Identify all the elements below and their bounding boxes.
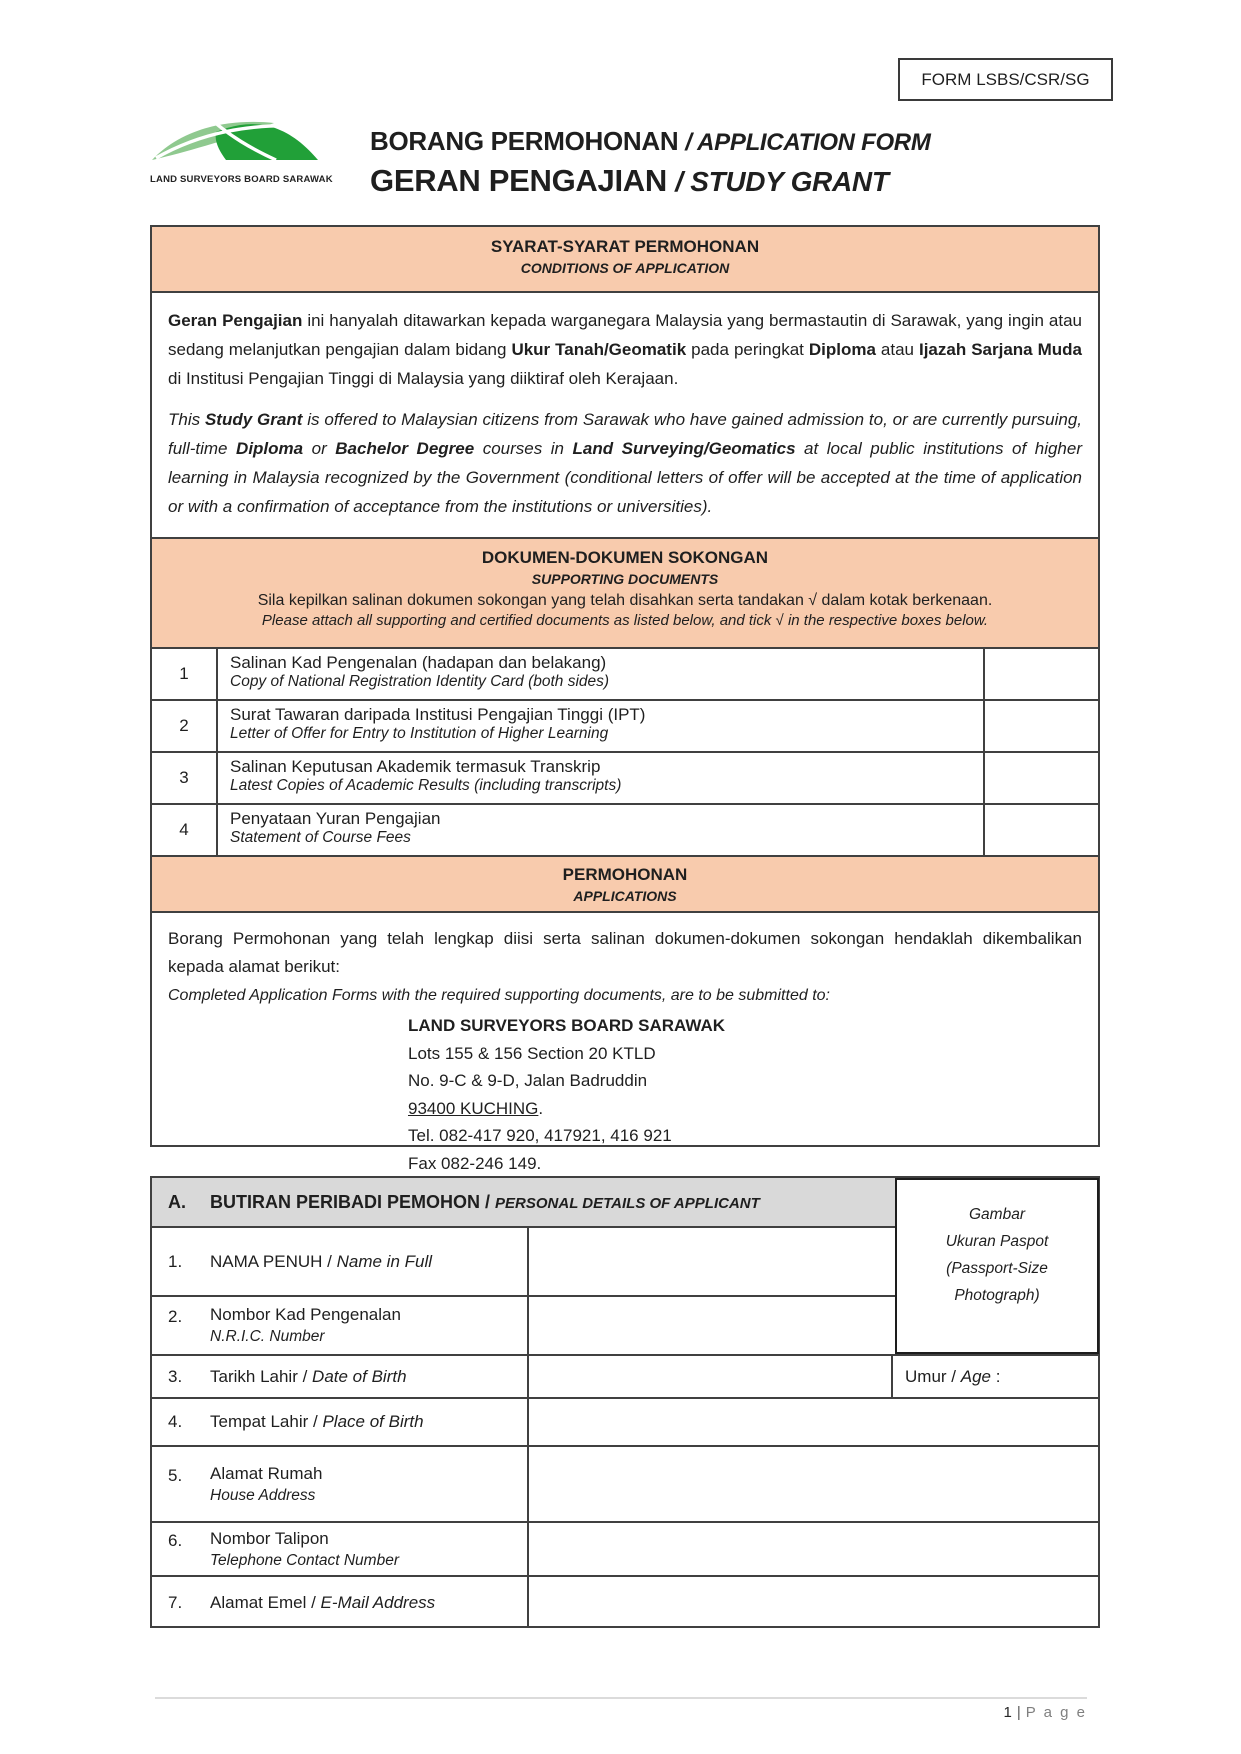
page-number (400, 1704, 1087, 1721)
document-desc-en: Latest Copies of Academic Results (including transcripts) (230, 777, 622, 794)
conditions-section-header (152, 227, 1098, 291)
document-number: 4 (179, 820, 189, 839)
dob-input[interactable] (527, 1356, 891, 1397)
address-line2: No. 9-C & 9-D, Jalan Badruddin (408, 1071, 648, 1090)
page-word: P a g e (1025, 1704, 1087, 1721)
form-code-badge (898, 58, 1113, 101)
field-number: 3. (168, 1366, 183, 1386)
lsbs-logo (150, 114, 333, 185)
photo-box-line1: Gambar (969, 1206, 1025, 1223)
field-label-text: NAMA PENUH / Name in Full (210, 1251, 433, 1271)
field-label-subtext: N.R.I.C. Number (210, 1328, 325, 1345)
document-row-1 (152, 647, 1098, 699)
field-row-house-address (152, 1445, 1098, 1521)
age-label: Umur / Age : (905, 1366, 1001, 1386)
applications-header-my: PERMOHONAN (562, 865, 688, 884)
document-number: 2 (179, 716, 189, 735)
document-desc-my: Surat Tawaran daripada Institusi Pengajian Tinggi (IPT) (230, 705, 646, 724)
document-description (216, 649, 983, 699)
submission-paragraph-en: Completed Application Forms with the required supporting documents, are to be submitted to: (168, 987, 830, 1004)
lsbs-logo-icon (150, 114, 322, 166)
document-desc-en: Copy of National Registration Identity Card (both sides) (230, 673, 610, 690)
photo-box-line2: Ukuran Paspot (945, 1233, 1049, 1250)
field-label-text: Tarikh Lahir / Date of Birth (210, 1366, 407, 1386)
page-title-line1 (370, 126, 931, 157)
documents-section-header (152, 537, 1098, 647)
address-city (408, 1095, 1082, 1123)
field-label-text: Tempat Lahir / Place of Birth (210, 1412, 424, 1431)
documents-note-en: Please attach all supporting and certified documents as listed below, and tick √ in the respective boxes below. (261, 612, 989, 629)
conditions-paragraph-my: Geran Pengajian ini hanyalah ditawarkan kepada warganegara Malaysia yang bermastautin di Sarawak, yang ingin atau sedang melanjutkan pengajian dalam bidang Ukur Tanah/Geomatik pada peringkat Diploma atau Ijazah Sarjana Muda di Institusi Pengajian Tinggi di Malaysia yang diiktiraf oleh Kerajaan. (168, 311, 1082, 388)
document-description (216, 753, 983, 803)
conditions-header-my: SYARAT-SYARAT PERMOHONAN (490, 237, 760, 256)
photo-box-line4: Photograph) (954, 1287, 1040, 1304)
title-my-1: BORANG PERMOHONAN (370, 126, 686, 156)
age-input-cell[interactable] (891, 1356, 1098, 1397)
applications-header-en: APPLICATIONS (573, 888, 677, 904)
address-city-suffix: . (538, 1098, 544, 1118)
field-label-subtext: House Address (210, 1486, 316, 1504)
email-input[interactable] (527, 1577, 1098, 1628)
house-address-input[interactable] (527, 1447, 1098, 1521)
title-my-2: GERAN PENGAJIAN (370, 163, 676, 198)
field-label-text: Alamat Rumah (210, 1463, 323, 1483)
field-number: 5. (168, 1465, 183, 1485)
field-label (152, 1356, 527, 1397)
field-label (152, 1228, 527, 1295)
page-number-separator: | (1016, 1704, 1023, 1721)
field-label (152, 1577, 527, 1628)
document-description (216, 805, 983, 855)
field-label-text: Nombor Talipon (210, 1528, 329, 1548)
applications-body (152, 911, 1098, 1173)
applications-section-header (152, 855, 1098, 911)
field-number: 2. (168, 1307, 183, 1326)
field-number: 1. (168, 1251, 183, 1271)
tick-box-course-fees[interactable] (983, 805, 1098, 855)
address-city-underlined: 93400 KUCHING (408, 1098, 539, 1118)
document-desc-en: Letter of Offer for Entry to Institution of Higher Learning (230, 725, 609, 742)
pob-input[interactable] (527, 1399, 1098, 1445)
document-desc-en: Statement of Course Fees (230, 829, 411, 846)
field-label (152, 1399, 527, 1445)
address-line1: Lots 155 & 156 Section 20 KTLD (408, 1043, 656, 1063)
section-a-title: BUTIRAN PERIBADI PEMOHON / PERSONAL DETAILS OF APPLICANT (210, 1191, 760, 1212)
title-en-2: / STUDY GRANT (675, 166, 889, 197)
field-row-telephone (152, 1521, 1098, 1575)
tick-box-academic-results[interactable] (983, 753, 1098, 803)
page-title (370, 126, 931, 199)
document-desc-my: Penyataan Yuran Pengajian (230, 809, 441, 828)
title-en-1: / APPLICATION FORM (685, 129, 931, 156)
conditions-table (150, 225, 1100, 1173)
address-name: LAND SURVEYORS BOARD SARAWAK (408, 1016, 726, 1035)
page-title-line2 (370, 163, 931, 199)
field-number: 6. (168, 1530, 183, 1550)
passport-photo-box[interactable] (895, 1178, 1099, 1354)
field-label (152, 1447, 527, 1521)
section-a-letter: A. (168, 1191, 186, 1212)
field-number: 7. (168, 1592, 183, 1612)
document-row-3 (152, 751, 1098, 803)
address-fax: Fax 082-246 149. (408, 1153, 542, 1173)
conditions-paragraph-en: This Study Grant is offered to Malaysian citizens from Sarawak who have gained admission to, or are currently pursuing, full-time Diploma or Bachelor Degree courses in Land Surveying/Geomatics at local public institutions of higher learning in Malaysia recognized by the Government (conditional letters of offer will be accepted at the time of application or with a confirmation of acceptance from the institutions or universities). (168, 410, 1082, 516)
field-label-text: Alamat Emel / E-Mail Address (210, 1592, 436, 1612)
document-row-4 (152, 803, 1098, 855)
field-label (152, 1523, 527, 1575)
tick-box-offer-letter[interactable] (983, 701, 1098, 751)
documents-header-my: DOKUMEN-DOKUMEN SOKONGAN (481, 548, 769, 567)
footer-divider (155, 1697, 1087, 1699)
conditions-body (152, 291, 1098, 537)
logo-caption: LAND SURVEYORS BOARD SARAWAK (150, 174, 333, 185)
document-description (216, 701, 983, 751)
address-telephone: Tel. 082-417 920, 417921, 416 921 (408, 1126, 672, 1145)
document-number: 1 (179, 664, 189, 683)
form-code-text: FORM LSBS/CSR/SG (921, 69, 1090, 89)
field-label (152, 1297, 527, 1354)
documents-header-en: SUPPORTING DOCUMENTS (531, 571, 719, 587)
photo-box-line3: (Passport-Size (946, 1260, 1048, 1277)
document-number: 3 (179, 768, 189, 787)
document-row-2 (152, 699, 1098, 751)
submission-paragraph-my: Borang Permohonan yang telah lengkap diisi serta salinan dokumen-dokumen sokongan hendaklah dikembalikan kepada alamat berikut: (168, 929, 1082, 976)
page-number-value: 1 (1003, 1704, 1014, 1721)
field-number: 4. (168, 1412, 183, 1431)
submission-address (408, 1012, 1082, 1177)
field-label-text: Nombor Kad Pengenalan (210, 1305, 401, 1324)
field-label-subtext: Telephone Contact Number (210, 1551, 399, 1569)
document-desc-my: Salinan Keputusan Akademik termasuk Transkrip (230, 757, 601, 776)
field-row-email (152, 1575, 1098, 1628)
document-desc-my: Salinan Kad Pengenalan (hadapan dan belakang) (230, 653, 607, 672)
tick-box-nric-copy[interactable] (983, 649, 1098, 699)
documents-note-my: Sila kepilkan salinan dokumen sokongan yang telah disahkan serta tandakan √ dalam kotak berkenaan. (257, 592, 993, 609)
conditions-header-en: CONDITIONS OF APPLICATION (520, 260, 730, 276)
telephone-input[interactable] (527, 1523, 1098, 1575)
field-row-pob (152, 1397, 1098, 1445)
field-row-dob (152, 1354, 1098, 1397)
